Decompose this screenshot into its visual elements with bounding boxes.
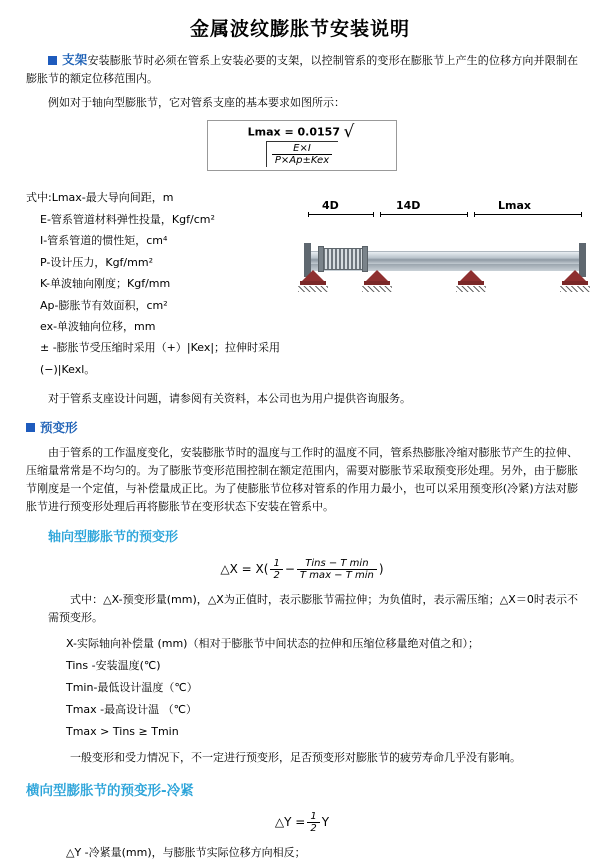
axial-equation-lhs: △X = X( bbox=[220, 561, 269, 576]
lmax-formula-lhs: Lmax = 0.0157 bbox=[247, 125, 340, 139]
section1-para1: 安装膨胀节时必须在管系上安装必要的支架，以控制管系的变形在膨胀节上产生的位移方向并限制在膨胀节的额定位移范围内。 bbox=[26, 54, 578, 86]
legend-item: I-管系管道的惯性矩，cm⁴ bbox=[40, 234, 168, 248]
ground-hatch bbox=[456, 286, 486, 292]
section1-heading-paragraph bbox=[26, 51, 578, 88]
blue-square-icon bbox=[26, 423, 35, 432]
section1-closing: 对于管系支座设计问题，请参阅有关资料，本公司也为用户提供咨询服务。 bbox=[48, 392, 411, 406]
lmax-formula-box bbox=[207, 120, 397, 171]
diagram-tick bbox=[380, 212, 381, 217]
lateral-equation-lhs: △Y = bbox=[274, 815, 306, 830]
pipe-support-diagram bbox=[300, 199, 590, 309]
axial-predeform-equation bbox=[26, 558, 578, 581]
legend-item: E-管系管道材料弹性投量，Kgf/cm² bbox=[40, 212, 215, 226]
axial-frac2-num: Tins − T min bbox=[297, 558, 377, 570]
diagram-dim-line-1 bbox=[308, 214, 374, 215]
axial-equation-frac1 bbox=[270, 558, 282, 581]
support-icon bbox=[458, 270, 484, 286]
axial-equation-inner bbox=[220, 558, 383, 581]
subsection1-note: 式中：△X-预变形量(mm)，△X为正值时，表示膨胀节需拉伸；为负值时，表示需压缩；△X＝0时表示不需预变形。 bbox=[48, 592, 578, 624]
lateral-frac-den: 2 bbox=[310, 823, 317, 835]
axial-equation-minus: − bbox=[284, 561, 295, 576]
bellows-flange-right bbox=[362, 246, 368, 272]
axial-frac1-num: 1 bbox=[270, 558, 282, 570]
axial-frac1-den: 2 bbox=[273, 569, 280, 581]
legend-item: 式中:Lmax-最大导向间距，m bbox=[26, 191, 174, 205]
lmax-formula bbox=[207, 120, 397, 171]
support-icon bbox=[562, 270, 588, 286]
diagram-tick bbox=[467, 212, 468, 217]
diagram-tick bbox=[308, 212, 309, 217]
lateral-frac-num: 1 bbox=[307, 811, 319, 823]
section2-para1: 由于管系的工作温度变化，安装膨胀节时的温度与工作时的温度不同，管系热膨胀冷缩对膨胀节产生的拉伸、压缩量常常是不均匀的。为了膨胀节变形范围控制在额定范围内，需要对膨胀节采取预变形处理。另外，由于膨胀节刚度是一个定值，与补偿量成正比。为了使膨胀节位移对管系的作用力最小，也可以采用预变形(冷紧)方法对膨胀节进行预变形处理后再将膨胀节在变形状态下安装在管系中。 bbox=[26, 445, 578, 514]
subsection2-note: △Y -冷紧量(mm)，与膨胀节实际位移方向相反； bbox=[66, 846, 306, 860]
diagram-dim-line-3 bbox=[474, 214, 582, 215]
bellows-icon bbox=[322, 248, 364, 270]
lmax-formula-fraction bbox=[266, 141, 338, 167]
diagram-labels bbox=[300, 199, 590, 215]
page-title: 金属波纹膨胀节安装说明 bbox=[189, 18, 410, 40]
axial-equation-frac2 bbox=[297, 558, 377, 581]
axial-equation-rhs: ) bbox=[378, 561, 384, 576]
legend-item: ± -膨胀节受压缩时采用（+）|Kex|；拉伸时采用(−)|Kexl。 bbox=[40, 341, 281, 376]
pipe-assembly bbox=[300, 229, 590, 291]
subsection1-item: Tins -安装温度(℃) bbox=[66, 658, 161, 672]
diagram-column bbox=[296, 177, 590, 309]
lmax-fraction bbox=[272, 143, 332, 166]
subsection2-heading: 横向型膨胀节的预变形-冷紧 bbox=[26, 783, 194, 800]
diagram-dim-line-2 bbox=[380, 214, 468, 215]
sqrt-icon: √ bbox=[343, 122, 355, 143]
lateral-equation-inner bbox=[275, 811, 329, 834]
axial-frac2-den: T max − T min bbox=[299, 569, 374, 581]
subsection1-item: Tmin-最低设计温度（℃） bbox=[66, 680, 198, 694]
diagram-tick bbox=[474, 212, 475, 217]
blue-square-icon bbox=[48, 56, 57, 65]
section2-heading-paragraph bbox=[26, 419, 578, 438]
document-page bbox=[0, 14, 600, 860]
legend-item: Ap-膨胀节有效面积，cm² bbox=[40, 298, 168, 312]
subsection1-items bbox=[26, 633, 578, 743]
section1-heading: 支架 bbox=[62, 52, 88, 67]
lmax-fraction-numerator: E×I bbox=[272, 143, 332, 155]
diagram-label-14d: 14D bbox=[396, 199, 421, 213]
diagram-tick bbox=[581, 212, 582, 217]
subsection1-closing: 一般变形和受力情况下，不一定进行预变形，足否预变形对膨胀节的疲劳寿命几乎没有影响。 bbox=[70, 750, 521, 764]
legend-item: P-设计压力，Kgf/mm² bbox=[40, 255, 153, 269]
lmax-fraction-denominator: P×Ap±Kex bbox=[274, 155, 330, 167]
legend-list bbox=[26, 187, 296, 380]
ground-hatch bbox=[298, 286, 328, 292]
subsection1-heading: 轴向型膨胀节的预变形 bbox=[48, 530, 179, 546]
legend-item: K-单波轴向刚度；Kgf/mm bbox=[40, 277, 171, 291]
legend-item: ex-单波轴向位移，mm bbox=[40, 320, 156, 334]
bellows-flange-left bbox=[318, 246, 324, 272]
ground-hatch bbox=[362, 286, 392, 292]
lateral-equation-rhs: Y bbox=[321, 815, 330, 830]
diagram-label-lmax: Lmax bbox=[498, 199, 531, 213]
section2-heading: 预变形 bbox=[40, 419, 78, 435]
document-body bbox=[0, 51, 600, 863]
diagram-tick bbox=[373, 212, 374, 217]
lateral-equation-frac bbox=[307, 811, 319, 834]
diagram-label-4d: 4D bbox=[322, 199, 339, 213]
section1-para2: 例如对于轴向型膨胀节，它对管系支座的基本要求如图所示： bbox=[48, 96, 345, 110]
ground-hatch bbox=[560, 286, 590, 292]
support-icon bbox=[300, 270, 326, 286]
subsection1-item: Tmax -最高设计温 （℃） bbox=[66, 702, 198, 716]
subsection1-item: X-实际轴向补偿量 (mm)（相对于膨胀节中间状态的拉伸和压缩位移量绝对值之和）； bbox=[66, 636, 479, 650]
legend-and-diagram bbox=[26, 177, 578, 382]
lateral-coldpull-equation bbox=[26, 811, 578, 834]
subsection1-item: Tmax > Tins ≥ Tmin bbox=[66, 724, 179, 738]
support-icon bbox=[364, 270, 390, 286]
